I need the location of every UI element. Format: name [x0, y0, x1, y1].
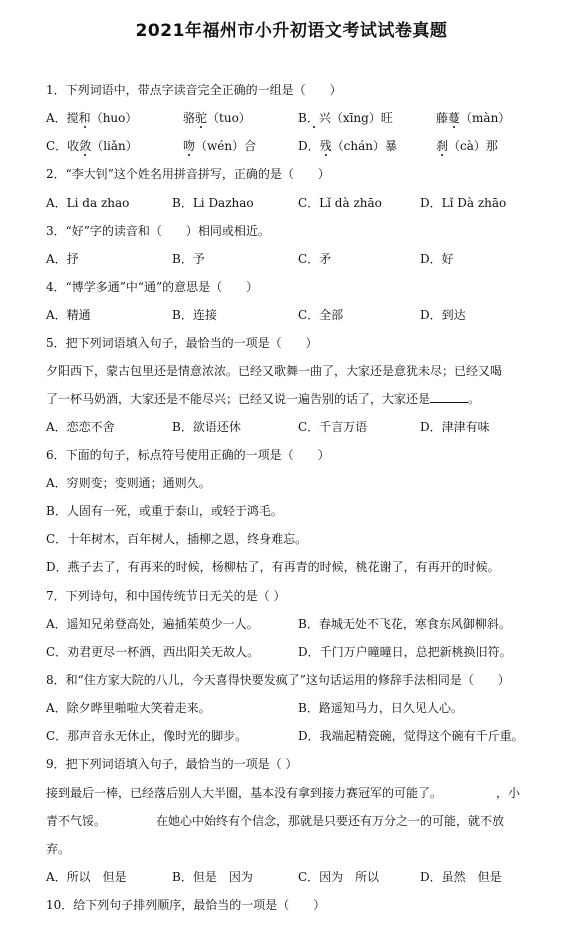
- q1-option-b2-char: 藤: [436, 111, 449, 125]
- q1-option-b2-pinyin: （màn）: [460, 111, 511, 125]
- question-7-stem: 7．下列诗句，和中国传统节日无关的是（ ）: [46, 589, 286, 603]
- q1-option-d-pinyin: （chán）暴: [331, 139, 397, 153]
- q4-option-d: D．到达: [420, 308, 466, 322]
- q1-option-d-dotted-char: 残: [319, 139, 332, 153]
- question-9-stem: 9．把下列词语填入句子，最恰当的一项是（ ）: [46, 757, 298, 771]
- q1-option-c-pinyin: （liǎn）: [91, 139, 138, 153]
- q5-option-a: A．恋恋不舍: [46, 420, 115, 434]
- question-8-stem: 8．和“住方家大院的八儿，今天喜得快要发疯了”这句话运用的修辞手法相同是（ ）: [46, 673, 510, 687]
- q1-option-b2: [436, 110, 510, 126]
- question-10-stem: 10．给下列句子排列顺序，最恰当的一项是（ ）: [46, 898, 326, 912]
- q1-option-c: [46, 138, 138, 154]
- q8-option-d: D．我端起精瓷碗，觉得这个碗有千斤重。: [298, 729, 524, 743]
- q7-option-c: C．劝君更尽一杯酒，西出阳关无故人。: [46, 645, 260, 659]
- q5-answer-blank: [430, 392, 468, 403]
- q1-option-d2-dotted-char: 刹: [436, 139, 449, 153]
- q9-passage-line-2b: 在她心中始终有个信念，那就是只要还有万分之一的可能，就不放: [156, 814, 505, 828]
- q2-option-a: A．Li da zhao: [46, 196, 130, 210]
- q1-option-c2: [183, 138, 256, 154]
- q6-option-d: D．燕子去了，有再来的时候，杨柳枯了，有再青的时候，桃花谢了，有再开的时候。: [46, 560, 500, 574]
- q5-passage-line-1: 夕阳西下，蒙古包里还是情意浓浓。已经又歌舞一曲了，大家还是意犹未尽；已经又喝: [46, 364, 503, 378]
- q6-option-b: B．人固有一死，或重于泰山，或轻于鸿毛。: [46, 504, 283, 518]
- q5-passage-text: 了一杯马奶酒，大家还是不能尽兴；已经又说一遍告别的话了，大家还是: [46, 392, 431, 406]
- q1-option-d2-pinyin: （cà）那: [448, 139, 498, 153]
- q1-option-a2-pinyin: （tuo）: [207, 111, 251, 125]
- q3-option-d: D．好: [420, 252, 454, 266]
- q5-passage-end: 。: [468, 392, 481, 406]
- q1-option-c2-dotted-char: 吻: [183, 139, 196, 153]
- q1-option-c-prefix: C．收: [46, 139, 80, 153]
- q1-option-b-dotted: B．兴: [298, 111, 331, 125]
- q9-passage-line-1a: 接到最后一棒，已经落后别人大半圈，基本没有拿到接力赛冠军的可能了。: [46, 786, 443, 800]
- q1-option-d2: [436, 138, 498, 154]
- q4-option-c: C．全部: [298, 308, 344, 322]
- q7-option-a: A．遥知兄弟登高处，遍插茱萸少一人。: [46, 617, 259, 631]
- q7-option-d: D．千门万户曈曈日，总把新桃换旧符。: [298, 645, 512, 659]
- q4-option-a: A．精通: [46, 308, 91, 322]
- q5-passage-line-2: [46, 391, 480, 407]
- q9-option-a: A．所以 但是: [46, 870, 127, 884]
- question-5-stem: 5．把下列词语填入句子，最恰当的一项是（ ）: [46, 336, 318, 350]
- q9-passage-line-3: 弃。: [46, 842, 71, 856]
- q9-passage-line-2a: 青不气馁。: [46, 814, 107, 828]
- q9-option-b: B．但是 因为: [172, 870, 253, 884]
- q6-option-c: C．十年树木，百年树人，插柳之恩，终身难忘。: [46, 532, 308, 546]
- q8-option-c: C．那声音永无休止，像时光的脚步。: [46, 729, 248, 743]
- q1-option-a: [46, 110, 137, 126]
- q8-option-b: B．路遥知马力，日久见人心。: [298, 701, 463, 715]
- q1-option-b-pinyin: （xīng）旺: [330, 111, 393, 125]
- q1-option-b2-dotted-char: 蔓: [448, 111, 461, 125]
- q3-option-b: B．予: [172, 252, 205, 266]
- q1-option-a-prefix: A．搅: [46, 111, 79, 125]
- q1-option-b: [298, 110, 393, 126]
- question-3-stem: 3．“好”字的读音和（ ）相同或相近。: [46, 224, 270, 238]
- q4-option-b: B．连接: [172, 308, 217, 322]
- question-2-stem: 2．“李大钊”这个姓名用拼音拼写，正确的是（ ）: [46, 167, 330, 181]
- q1-option-c2-pinyin: （wén）合: [195, 139, 257, 153]
- q1-option-a2: [183, 110, 251, 126]
- question-4-stem: 4．“博学多通”中“通”的意思是（ ）: [46, 280, 259, 294]
- q1-option-a-pinyin: （huo）: [90, 111, 138, 125]
- q1-option-a2-dotted-char: 驼: [195, 111, 208, 125]
- q8-option-a: A．除夕晔里啪啦大笑着走来。: [46, 701, 211, 715]
- q2-option-c: C．Lǐ dà zhāo: [298, 196, 382, 210]
- question-1-stem: 1．下列词语中，带点字读音完全正确的一组是（ ）: [46, 83, 342, 97]
- q5-option-c: C．千言万语: [298, 420, 368, 434]
- q1-option-a-dotted-char: 和: [78, 111, 91, 125]
- q9-option-d: D．虽然 但是: [420, 870, 502, 884]
- q2-option-d: D．Lǐ Dà zhāo: [420, 196, 507, 210]
- question-6-stem: 6．下面的句子，标点符号使用正确的一项是（ ）: [46, 448, 330, 462]
- q5-option-d: D．津津有味: [420, 420, 490, 434]
- q3-option-a: A．抒: [46, 252, 79, 266]
- q9-passage-line-1b: ，小: [496, 786, 521, 800]
- q1-option-c-dotted-char: 敛: [79, 139, 92, 153]
- q3-option-c: C．矛: [298, 252, 332, 266]
- q6-option-a: A．穷则变；变则通；通则久。: [46, 476, 211, 490]
- q1-option-a2-char: 骆: [183, 111, 196, 125]
- q9-option-c: C．因为 所以: [298, 870, 380, 884]
- q7-option-b: B．春城无处不飞花，寒食东风御柳斜。: [298, 617, 511, 631]
- q2-option-b: B．Li Dazhao: [172, 196, 254, 210]
- q1-option-d-prefix: D．: [298, 139, 320, 153]
- q5-option-b: B．欲语还休: [172, 420, 241, 434]
- page-title: 2021年福州市小升初语文考试试卷真题: [135, 21, 448, 41]
- q1-option-d: [298, 138, 397, 154]
